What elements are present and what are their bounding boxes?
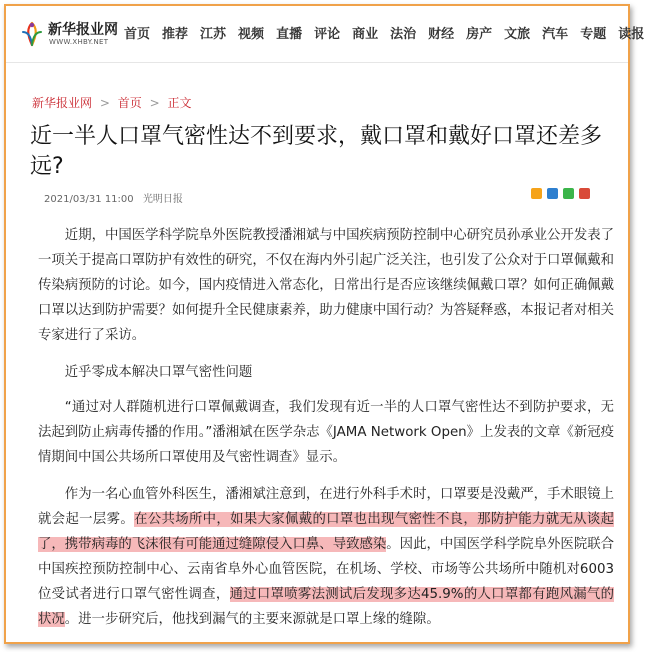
nav-item-jiangsu[interactable]: 江苏 — [200, 27, 227, 42]
nav-item-auto[interactable]: 汽车 — [542, 27, 569, 42]
qzone-share-icon[interactable] — [531, 188, 542, 199]
wechat-share-icon[interactable] — [563, 188, 574, 199]
site-name: 新华报业网 — [48, 22, 118, 38]
findings-text-3: 。进一步研究后，他找到漏气的主要来源就是口罩上缘的缝隙。 — [64, 612, 440, 627]
findings-text-2: 。因此，中国医学科学院阜外医院联合中国疾控预防控制中心、云南省阜外心血管医院，在机场、学校、市场等公共场所中随机对6003位受试者进行口罩气密性调查， — [38, 537, 614, 602]
main-nav — [124, 24, 656, 46]
breadcrumb — [32, 94, 191, 111]
highlight-airtightness: 在公共场所中，如果大家佩戴的口罩也出现气密性不良，那防护能力就无从谈起了，携带病毒的飞沫很有可能通过缝隙侵入口鼻、导致感染 — [38, 512, 615, 552]
nav-item-home[interactable]: 首页 — [124, 27, 151, 42]
highlight-leak-rate: 通过口罩喷雾法测试后发现多达45.9%的人口罩都有跑风漏气的状况 — [38, 587, 614, 627]
breadcrumb-site[interactable]: 新华报业网 — [32, 96, 93, 110]
article-meta — [44, 190, 189, 205]
nav-item-culture-travel[interactable]: 文旅 — [504, 27, 531, 42]
xhby-logo-icon — [18, 20, 46, 48]
paragraph-intro: 近期，中国医学科学院阜外医院教授潘湘斌与中国疾病预防控制中心研究员孙承业公开发表了一项关于提高口罩防护有效性的研究，不仅在海内外引起广泛关注，也引发了公众对于口罩佩戴和传染病预防的讨论。如今，国内疫情进入常态化，日常出行是否应该继续佩戴口罩？如何正确佩戴口罩以达到防护需要？如何提升全民健康素养，助力健康中国行动？为答疑释惑，本报记者对相关专家进行了采访。 — [38, 228, 614, 343]
renren-share-icon[interactable] — [579, 188, 590, 199]
nav-item-video[interactable]: 视频 — [238, 27, 265, 42]
site-url: WWW.XHBY.NET — [49, 38, 109, 46]
nav-item-law[interactable]: 法治 — [390, 27, 417, 42]
nav-item-topics[interactable]: 专题 — [580, 27, 607, 42]
sina-weibo-share-icon[interactable] — [547, 188, 558, 199]
share-bar — [531, 188, 595, 199]
nav-item-property[interactable]: 房产 — [466, 27, 493, 42]
findings-text-1: 作为一名心血管外科医生，潘湘斌注意到，在进行外科手术时，口罩要是没戴严，手术眼镜上就会起一层雾。 — [38, 487, 614, 527]
paragraph-survey-quote: “通过对人群随机进行口罩佩戴调查，我们发现有近一半的人口罩气密性达不到防护要求，无法起到防止病毒传播的作用。”潘湘斌在医学杂志《JAMA Network Open》上发表的文章《新冠疫情期间中国公共场所口罩使用及气密性调查》显示。 — [38, 400, 614, 465]
article-title: 近一半人口罩气密性达不到要求，戴口罩和戴好口罩还差多远? — [30, 124, 603, 179]
nav-item-comment[interactable]: 评论 — [314, 27, 341, 42]
nav-item-finance[interactable]: 财经 — [428, 27, 455, 42]
breadcrumb-separator: > — [149, 96, 160, 110]
site-logo[interactable] — [18, 18, 118, 52]
article-source: 光明日报 — [142, 194, 183, 205]
nav-item-recommend[interactable]: 推荐 — [162, 27, 189, 42]
breadcrumb-separator: > — [99, 96, 110, 110]
site-header — [6, 6, 645, 63]
article-date: 2021/03/31 11:00 — [44, 194, 134, 205]
nav-item-live[interactable]: 直播 — [276, 27, 303, 42]
breadcrumb-home[interactable]: 首页 — [117, 96, 142, 110]
screenshot-frame — [4, 4, 645, 644]
nav-item-epaper[interactable]: 读报 — [618, 27, 645, 42]
section-subheading: 近乎零成本解决口罩气密性问题 — [64, 365, 253, 380]
nav-item-business[interactable]: 商业 — [352, 27, 379, 42]
article-body — [38, 223, 614, 644]
paragraph-findings — [38, 482, 614, 632]
breadcrumb-current: 正文 — [167, 96, 192, 110]
